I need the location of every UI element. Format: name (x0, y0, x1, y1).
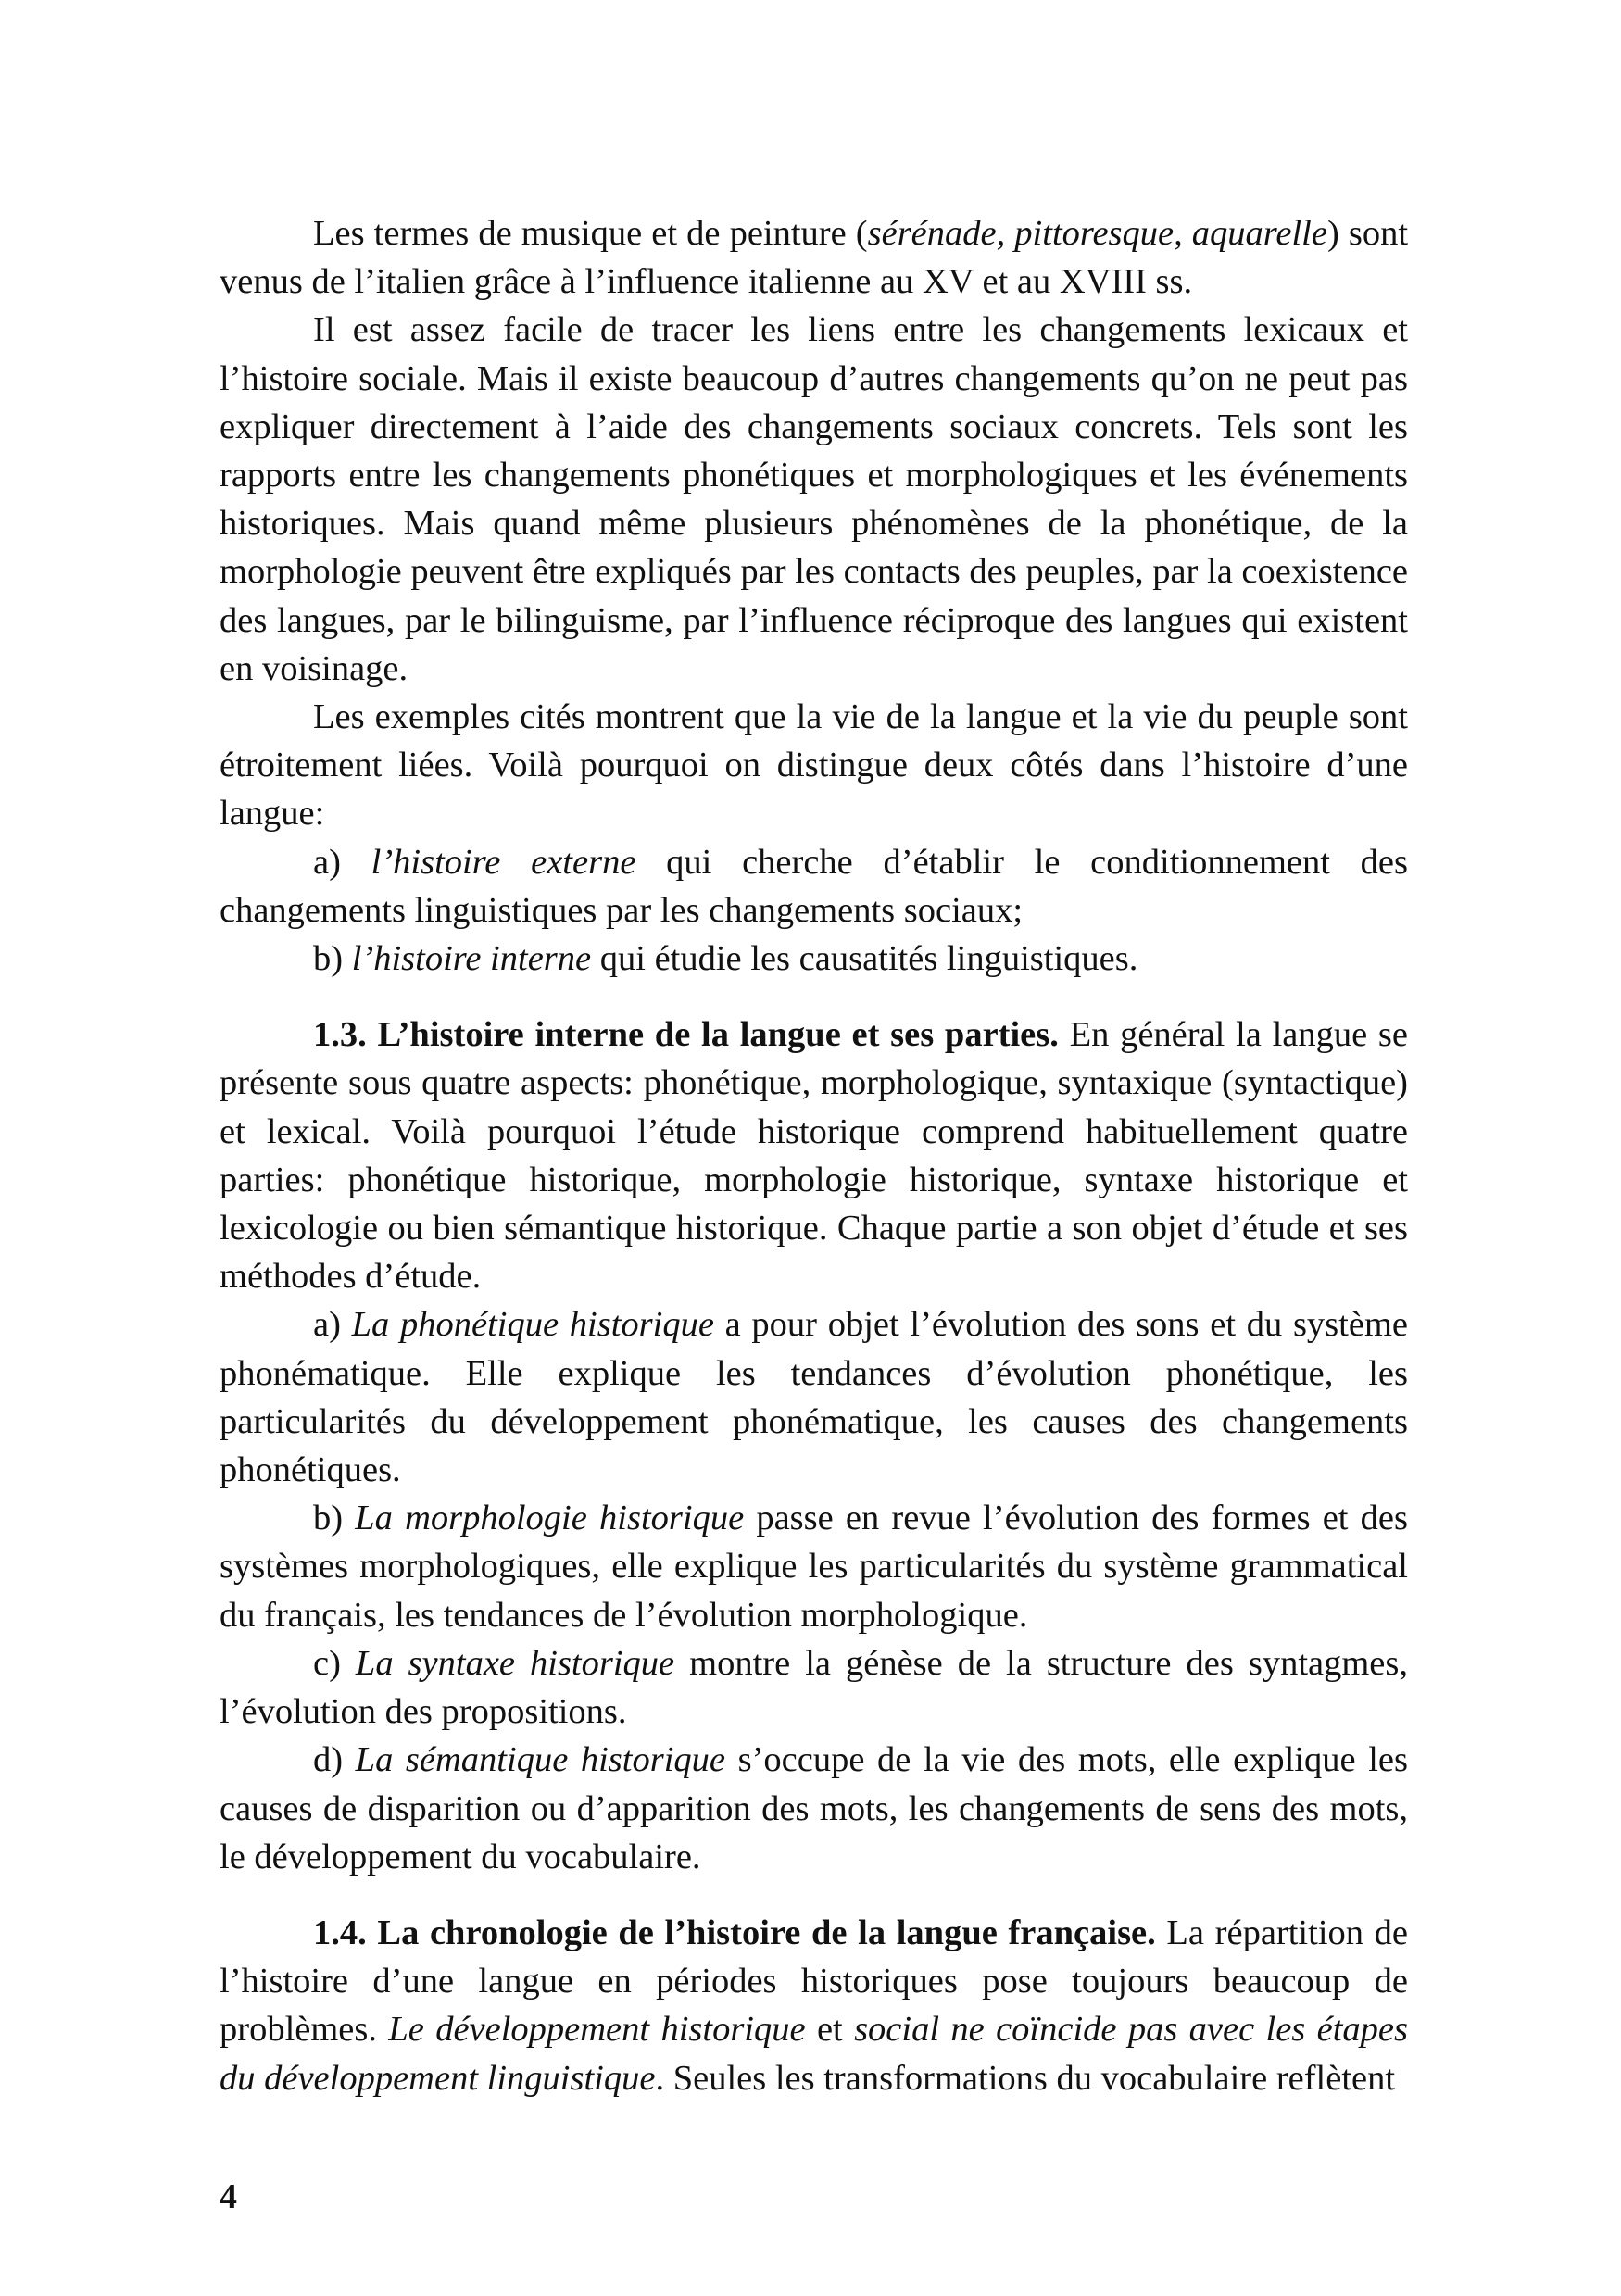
text-run: ) sont venus de l’italien grâce à l’influence italienne au XV et au XVIII ss. (220, 214, 1409, 302)
page-number: 4 (220, 2177, 237, 2216)
text-run: a pour objet l’évolution des sons et du système phonématique. Elle explique les tendances d’évolution phonétique, les particularités du développement phonématique, les causes des changements phonétiques. (220, 1305, 1408, 1490)
list-item-semantique (220, 1736, 1408, 1881)
page-body (220, 209, 1408, 2102)
item-prefix: a) (313, 842, 371, 882)
text-run: passe en revue l’évolution des formes et des systèmes morphologiques, elle explique les particularités du système grammatical du français, les tendances de l’évolution morphologique. (220, 1499, 1408, 1635)
text-run: En général la langue se présente sous quatre aspects: phonétique, morphologique, syntaxique (syntactique) et lexical. Voilà pourquoi l’étude historique comprend habituellement quatre parties: phonétique historique, morphologie historique, syntaxe historique et lexicologie ou bien sémantique historique. Chaque partie a son objet d’étude et ses méthodes d’étude. (220, 1015, 1408, 1297)
list-item-syntaxe (220, 1639, 1408, 1736)
section-heading: 1.4. La chronologie de l’histoire de la langue française. (313, 1913, 1156, 1952)
paragraph-exemples: Les exemples cités montrent que la vie de la langue et la vie du peuple sont étroitement liées. Voilà pourquoi on distingue deux côtés dans l’histoire d’une langue: (220, 697, 1408, 834)
text-run: La répartition de l’histoire d’une langue en périodes historiques pose toujours beaucoup de problèmes. (220, 1913, 1408, 2050)
text-run: Les termes de musique et de peinture ( (313, 214, 868, 253)
italic-term: La syntaxe historique (355, 1643, 675, 1683)
italic-term: La morphologie historique (355, 1499, 745, 1538)
item-prefix: b) (313, 1499, 356, 1538)
italic-term: social ne coïncide pas avec les étapes du développement linguistique (220, 2010, 1408, 2098)
italic-term: La sémantique historique (355, 1740, 726, 1780)
item-prefix: b) (313, 939, 352, 979)
section-1-4-paragraph (220, 1909, 1408, 2102)
item-prefix: c) (313, 1643, 356, 1683)
item-prefix: d) (313, 1740, 356, 1780)
section-heading: 1.3. L’histoire interne de la langue et ses parties. (313, 1015, 1059, 1055)
text-run: s’occupe de la vie des mots, elle explique les causes de disparition ou d’apparition des mots, les changements de sens des mots, le développement du vocabulaire. (220, 1740, 1409, 1876)
italic-term: Le développement historique (388, 2010, 806, 2050)
text-run: et (805, 2010, 855, 2050)
italic-term: l’histoire interne (351, 939, 592, 979)
text-run: montre la génèse de la structure des syntagmes, l’évolution des propositions. (220, 1643, 1408, 1732)
item-prefix: a) (313, 1305, 352, 1345)
paragraph-liens: Il est assez facile de tracer les liens entre les changements lexicaux et l’histoire sociale. Mais il existe beaucoup d’autres changements qu’on ne peut pas expliquer directement à l’aide des changements sociaux concrets. Tels sont les rapports entre les changements phonétiques et morphologiques et les événements historiques. Mais quand même plusieurs phénomènes de la phonétique, de la morphologie peuvent être expliqués par les contacts des peuples, par la coexistence des langues, par le bilinguisme, par l’influence réciproque des langues qui existent en voisinage. (220, 310, 1408, 688)
section-1-3-paragraph (220, 1010, 1408, 1300)
text-run: . Seules les transformations du vocabulaire reflètent (655, 2058, 1396, 2098)
text-run: qui cherche d’établir le conditionnement des changements linguistiques par les changements sociaux; (220, 842, 1408, 930)
list-item-histoire-externe (220, 838, 1408, 935)
text-run: qui étudie les causatités linguistiques. (591, 939, 1138, 979)
list-item-phonetique (220, 1300, 1408, 1494)
italic-term: l’histoire externe (371, 842, 636, 882)
italic-term: sérénade, pittoresque, aquarelle (867, 214, 1327, 253)
paragraph-musique (220, 209, 1408, 306)
italic-term: La phonétique historique (351, 1305, 714, 1345)
list-item-histoire-interne (220, 935, 1408, 983)
list-item-morphologie (220, 1494, 1408, 1639)
